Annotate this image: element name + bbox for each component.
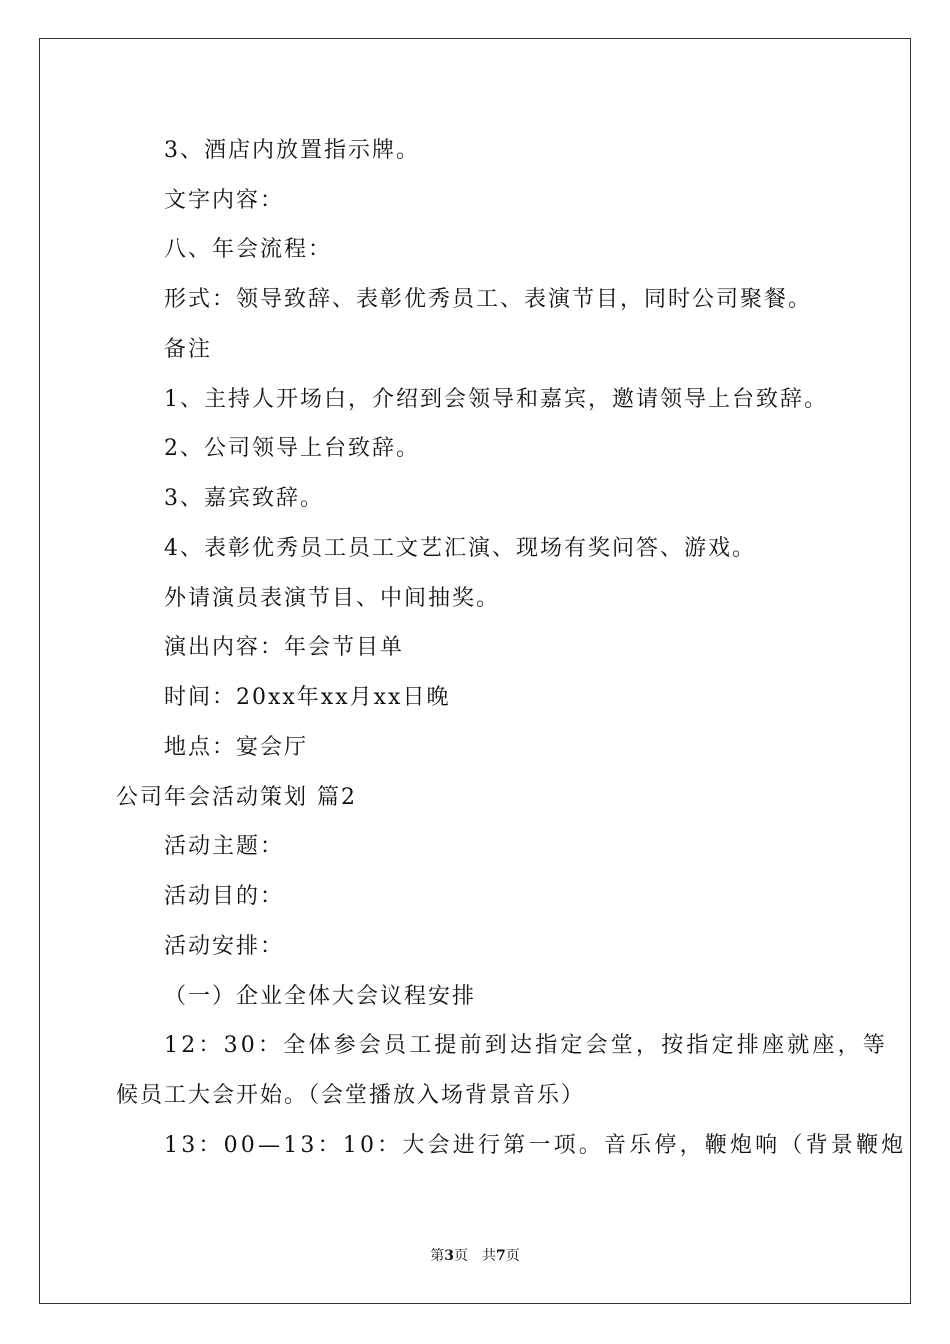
paragraph-line: 4、表彰优秀员工员工文艺汇演、现场有奖问答、游戏。 bbox=[164, 536, 756, 561]
paragraph-line: 3、酒店内放置指示牌。 bbox=[164, 138, 420, 163]
paragraph-line: 形式：领导致辞、表彰优秀员工、表演节目，同时公司聚餐。 bbox=[164, 287, 813, 312]
paragraph-line: 备注 bbox=[164, 337, 213, 362]
paragraph-line: 12：30：全体参会员工提前到达指定会堂，按指定排座就座，等 bbox=[164, 1033, 888, 1058]
footer-mid: 页 共 bbox=[454, 1248, 496, 1264]
section-title: 公司年会活动策划 篇2 bbox=[116, 785, 357, 810]
paragraph-line-continued: 候员工大会开始。（会堂播放入场背景音乐） bbox=[116, 1083, 586, 1108]
paragraph-line: 1、主持人开场白，介绍到会领导和嘉宾，邀请领导上台致辞。 bbox=[164, 387, 828, 412]
footer-total-pages: 7 bbox=[496, 1248, 506, 1264]
footer-suffix: 页 bbox=[505, 1248, 520, 1264]
paragraph-line: 活动主题： bbox=[164, 834, 285, 859]
section-heading: 八、年会流程： bbox=[164, 237, 333, 262]
paragraph-line: 3、嘉宾致辞。 bbox=[164, 486, 324, 511]
page-border bbox=[39, 38, 911, 1304]
footer-current-page: 3 bbox=[444, 1248, 454, 1264]
subsection-heading: （一）企业全体大会议程安排 bbox=[164, 984, 477, 1009]
footer-prefix: 第 bbox=[430, 1248, 445, 1264]
paragraph-line: 外请演员表演节目、中间抽奖。 bbox=[164, 586, 501, 611]
paragraph-line: 2、公司领导上台致辞。 bbox=[164, 436, 420, 461]
paragraph-line: 活动目的： bbox=[164, 884, 285, 909]
page-footer bbox=[0, 1247, 950, 1265]
paragraph-line: 文字内容： bbox=[164, 188, 285, 213]
paragraph-line: 地点：宴会厅 bbox=[164, 735, 309, 760]
paragraph-line: 活动安排： bbox=[164, 934, 285, 959]
paragraph-line: 演出内容：年会节目单 bbox=[164, 635, 405, 660]
paragraph-line: 时间：20xx年xx月xx日晚 bbox=[164, 685, 451, 710]
paragraph-line: 13：00—13：10：大会进行第一项。音乐停，鞭炮响（背景鞭炮 bbox=[164, 1133, 907, 1158]
